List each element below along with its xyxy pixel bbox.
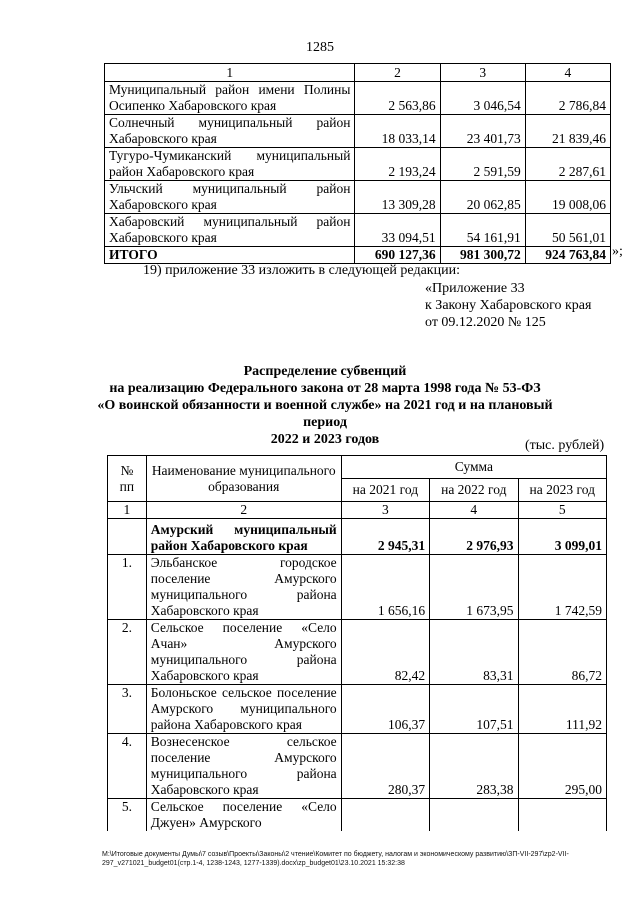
value-cell: 21 839,46 bbox=[525, 115, 610, 148]
subventions-table bbox=[107, 455, 607, 831]
value-cell bbox=[430, 799, 518, 832]
name-cell: Болоньское сельское поселение Амурского муниципального района Хабаровского края bbox=[146, 685, 341, 734]
value-cell: 33 094,51 bbox=[355, 214, 440, 247]
name-cell: Ульчский муниципальный район Хабаровского края bbox=[105, 181, 355, 214]
column-index-row bbox=[108, 502, 607, 519]
name-cell: Солнечный муниципальный район Хабаровского края bbox=[105, 115, 355, 148]
year-header: на 2022 год bbox=[430, 479, 518, 502]
year-header: на 2023 год bbox=[518, 479, 606, 502]
closing-quote: »; bbox=[612, 244, 623, 259]
value-cell: 2 193,24 bbox=[355, 148, 440, 181]
value-cell: 3 046,54 bbox=[440, 82, 525, 115]
value-cell: 1 656,16 bbox=[341, 555, 429, 620]
table-header-row bbox=[105, 64, 611, 82]
num-cell: 5. bbox=[108, 799, 147, 832]
value-cell: 54 161,91 bbox=[440, 214, 525, 247]
name-cell: Сельское поселение «Село Джуен» Амурского bbox=[146, 799, 341, 832]
table-row bbox=[108, 799, 607, 832]
value-cell: 1 673,95 bbox=[430, 555, 518, 620]
value-cell: 86,72 bbox=[518, 620, 606, 685]
num-cell: 4. bbox=[108, 734, 147, 799]
title-line: на реализацию Федерального закона от 28 марта 1998 года № 53-ФЗ bbox=[109, 381, 541, 396]
num-cell: 3. bbox=[108, 685, 147, 734]
total-value: 981 300,72 bbox=[440, 247, 525, 264]
table-row bbox=[105, 82, 611, 115]
num-cell: 1. bbox=[108, 555, 147, 620]
value-cell: 18 033,14 bbox=[355, 115, 440, 148]
sum-header: Сумма bbox=[341, 456, 606, 479]
num-cell bbox=[108, 519, 147, 555]
name-cell: Муниципальный район имени Полины Осипенко Хабаровского края bbox=[105, 82, 355, 115]
total-label: ИТОГО bbox=[105, 247, 355, 264]
header-cell: 3 bbox=[440, 64, 525, 82]
num-cell: 2. bbox=[108, 620, 147, 685]
continuation-table bbox=[104, 63, 611, 264]
value-cell: 107,51 bbox=[430, 685, 518, 734]
value-cell: 2 945,31 bbox=[341, 519, 429, 555]
table-row bbox=[105, 181, 611, 214]
file-path-footer: M:\Итоговые документы Думы\7 созыв\Проекты\Законы\2 чтение\Комитет по бюджету, налогам и экономическому развитию\ЗП-VII-297\zp2-VII-297_v271021_budget01(стр.1-4, 1238-1243, 1277-1339).docx\zp_budget01\23.10.2021 15:32:38 bbox=[102, 851, 569, 867]
table-row bbox=[105, 115, 611, 148]
page-number: 1285 bbox=[306, 40, 334, 55]
index-cell: 1 bbox=[108, 502, 147, 519]
appendix-law: к Закону Хабаровского края bbox=[425, 298, 592, 313]
value-cell: 82,42 bbox=[341, 620, 429, 685]
title-line: 2022 и 2023 годов bbox=[270, 432, 380, 447]
value-cell bbox=[341, 799, 429, 832]
value-cell: 283,38 bbox=[430, 734, 518, 799]
name-header: Наименование муниципального образования bbox=[146, 456, 341, 502]
amendment-item: 19) приложение 33 изложить в следующей редакции: bbox=[143, 263, 460, 278]
value-cell: 2 591,59 bbox=[440, 148, 525, 181]
value-cell: 111,92 bbox=[518, 685, 606, 734]
title-line: «О воинской обязанности и военной службе» на 2021 год и на плановый период bbox=[97, 398, 553, 430]
value-cell: 106,37 bbox=[341, 685, 429, 734]
appendix-date: от 09.12.2020 № 125 bbox=[425, 315, 546, 330]
total-value: 924 763,84 bbox=[525, 247, 610, 264]
table-row bbox=[108, 685, 607, 734]
units-label: (тыс. рублей) bbox=[525, 438, 605, 453]
name-cell: Амурский муниципальный район Хабаровского края bbox=[146, 519, 341, 555]
value-cell: 1 742,59 bbox=[518, 555, 606, 620]
header-cell: 4 bbox=[525, 64, 610, 82]
name-cell: Эльбанское городское поселение Амурского муниципального района Хабаровского края bbox=[146, 555, 341, 620]
value-cell: 280,37 bbox=[341, 734, 429, 799]
total-row bbox=[105, 247, 611, 264]
header-cell: 1 bbox=[105, 64, 355, 82]
num-header: № пп bbox=[108, 456, 147, 502]
value-cell: 295,00 bbox=[518, 734, 606, 799]
index-cell: 5 bbox=[518, 502, 606, 519]
index-cell: 2 bbox=[146, 502, 341, 519]
table-row bbox=[108, 555, 607, 620]
table-row bbox=[105, 214, 611, 247]
value-cell: 2 563,86 bbox=[355, 82, 440, 115]
table-header-row bbox=[108, 456, 607, 479]
name-cell: Вознесенское сельское поселение Амурского муниципального района Хабаровского края bbox=[146, 734, 341, 799]
value-cell: 2 976,93 bbox=[430, 519, 518, 555]
value-cell: 13 309,28 bbox=[355, 181, 440, 214]
header-cell: 2 bbox=[355, 64, 440, 82]
value-cell: 2 287,61 bbox=[525, 148, 610, 181]
value-cell: 83,31 bbox=[430, 620, 518, 685]
value-cell: 19 008,06 bbox=[525, 181, 610, 214]
name-cell: Хабаровский муниципальный район Хабаровского края bbox=[105, 214, 355, 247]
table-row bbox=[108, 734, 607, 799]
title-line: Распределение субвенций bbox=[243, 364, 407, 379]
value-cell: 3 099,01 bbox=[518, 519, 606, 555]
year-header: на 2021 год bbox=[341, 479, 429, 502]
value-cell: 50 561,01 bbox=[525, 214, 610, 247]
value-cell: 23 401,73 bbox=[440, 115, 525, 148]
total-value: 690 127,36 bbox=[355, 247, 440, 264]
value-cell bbox=[518, 799, 606, 832]
index-cell: 3 bbox=[341, 502, 429, 519]
document-title bbox=[90, 363, 560, 448]
district-row bbox=[108, 519, 607, 555]
table-row bbox=[105, 148, 611, 181]
index-cell: 4 bbox=[430, 502, 518, 519]
appendix-label: «Приложение 33 bbox=[425, 281, 525, 296]
name-cell: Сельское поселение «Село Ачан» Амурского муниципального района Хабаровского края bbox=[146, 620, 341, 685]
value-cell: 2 786,84 bbox=[525, 82, 610, 115]
name-cell: Тугуро-Чумиканский муниципальный район Хабаровского края bbox=[105, 148, 355, 181]
value-cell: 20 062,85 bbox=[440, 181, 525, 214]
table-row bbox=[108, 620, 607, 685]
